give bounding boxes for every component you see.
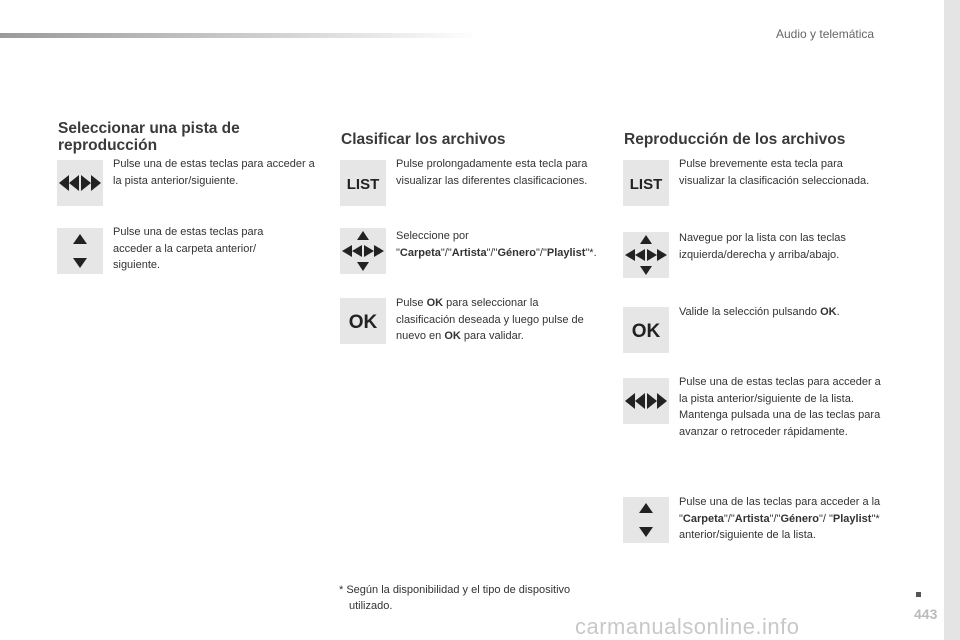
prev-next-icon [58, 173, 102, 193]
option-genero: Género [780, 512, 819, 525]
up-down-icon [70, 231, 90, 271]
text-run: "* anterior/siguiente de la lista. [679, 512, 880, 541]
middle-item-1: Pulse prolongadamente esta tecla para visualizar las diferentes clasificaciones. [396, 158, 588, 187]
right-item-4: Pulse una de estas teclas para acceder a la pista anterior/siguiente de la lista. Mantenga pulsada una de las teclas para avanzar o retroceder rápidamente. [679, 376, 881, 438]
text-run: Seleccione por " [396, 230, 469, 259]
text-run: Pulse una de las teclas para acceder a la " [679, 496, 881, 525]
prev-next-button [623, 378, 669, 424]
option-playlist: Playlist [832, 512, 872, 525]
prev-next-button [57, 160, 103, 206]
heading-play-files: Reproducción de los archivos [624, 131, 846, 148]
list-icon [343, 173, 383, 193]
text-run: "/" [769, 512, 781, 525]
ok-keyword: OK [820, 306, 837, 318]
right-item-5 [679, 494, 889, 544]
footnote-line-2: utilizado. [349, 600, 393, 612]
footnote [339, 582, 609, 614]
watermark: carmanualsonline.info [575, 614, 800, 639]
four-way-button [623, 232, 669, 278]
option-carpeta: Carpeta [682, 512, 724, 525]
option-genero: Género [497, 246, 536, 259]
right-item-1: Pulse brevemente esta tecla para visualizar la clasificación seleccionada. [679, 158, 870, 187]
text-run: . [836, 306, 840, 318]
ok-keyword: OK [426, 297, 444, 309]
text-run: "/" [440, 246, 452, 259]
heading-select-track: Seleccionar una pista de reproducción [58, 120, 240, 154]
text-run: "/" [723, 512, 735, 525]
list-icon [626, 173, 666, 193]
text-run: "*. [585, 246, 597, 259]
text-run: "/ " [818, 512, 833, 525]
four-way-button [340, 228, 386, 274]
left-item-2: Pulse una de estas teclas para acceder a la carpeta anterior/ siguiente. [113, 226, 264, 271]
up-down-icon [636, 500, 656, 540]
text-run: "/" [535, 246, 547, 259]
right-item-3 [679, 304, 889, 321]
page-edge-strip [944, 0, 960, 640]
ok-key-label: OK [631, 321, 661, 342]
up-down-button [57, 228, 103, 274]
list-key-label: LIST [346, 176, 380, 193]
text-run: Valide la selección pulsando [679, 306, 821, 318]
text-run: para seleccionar la clasificación deseada y luego pulse de nuevo en [396, 297, 584, 342]
section-label: Audio y telemática [776, 27, 875, 41]
list-key-label: LIST [629, 176, 663, 193]
text-run: Pulse [396, 297, 427, 309]
ok-keyword: OK [444, 330, 461, 342]
footnote-line-1: * Según la disponibilidad y el tipo de dispositivo [339, 584, 571, 596]
ok-icon [343, 309, 383, 333]
four-way-icon [341, 229, 385, 273]
page-number: 443 [914, 606, 938, 622]
right-item-2: Navegue por la lista con las teclas izquierda/derecha y arriba/abajo. [679, 232, 846, 261]
left-item-1: Pulse una de estas teclas para acceder a la pista anterior/siguiente. [113, 158, 315, 187]
prev-next-icon [624, 391, 668, 411]
option-artista: Artista [734, 512, 770, 525]
text-run: para validar. [460, 330, 524, 342]
middle-item-3 [396, 295, 596, 345]
ok-key-label: OK [348, 312, 378, 333]
ok-icon [626, 318, 666, 342]
middle-item-2 [396, 228, 596, 261]
ok-button [623, 307, 669, 353]
up-down-button [623, 497, 669, 543]
heading-sort-files: Clasificar los archivos [341, 131, 506, 148]
page-marker [916, 592, 921, 597]
list-button [340, 160, 386, 206]
list-button [623, 160, 669, 206]
four-way-icon [624, 233, 668, 277]
header-rule [0, 33, 480, 38]
option-artista: Artista [451, 246, 487, 259]
ok-button [340, 298, 386, 344]
text-run: "/" [486, 246, 498, 259]
option-carpeta: Carpeta [399, 246, 441, 259]
option-playlist: Playlist [546, 246, 586, 259]
